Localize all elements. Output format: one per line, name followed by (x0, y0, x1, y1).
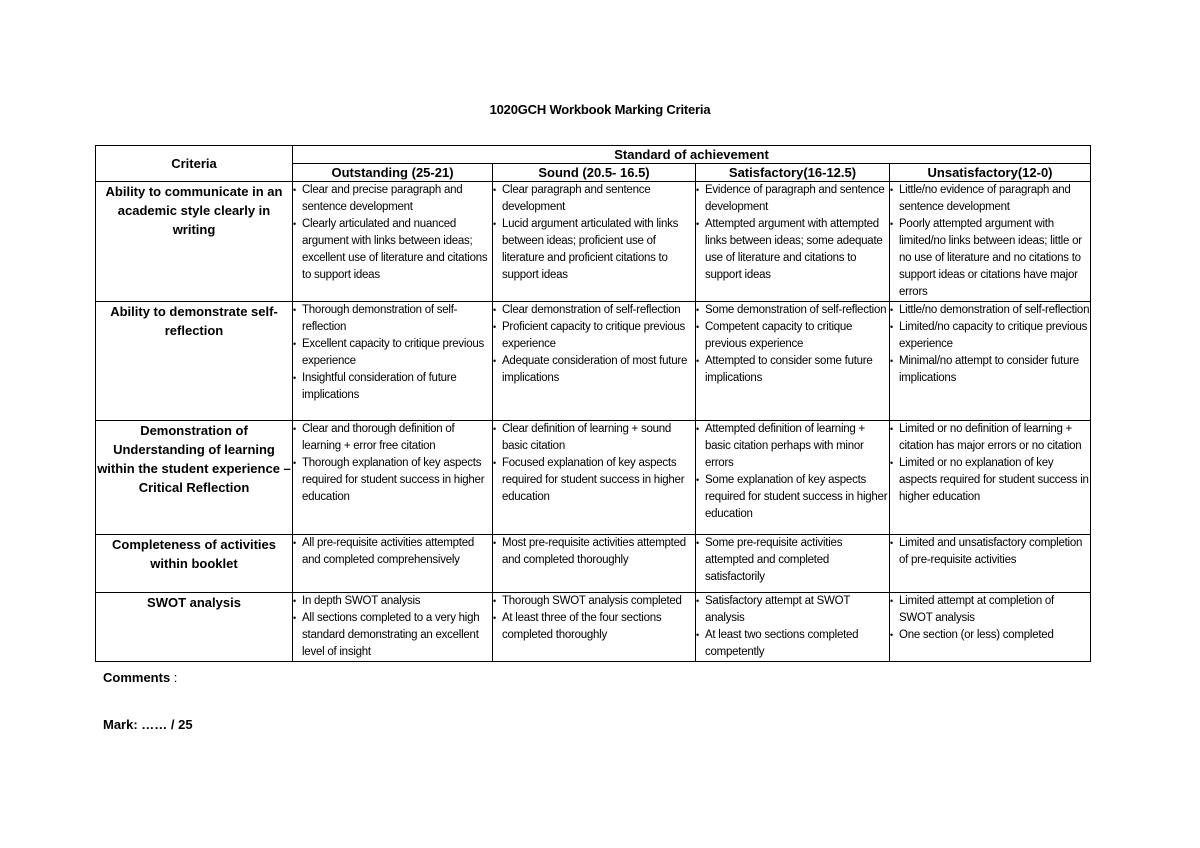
descriptor-item: • All pre-requisite activities attempted and completed comprehensively (293, 535, 492, 569)
level-header-satisfactory: Satisfactory(16-12.5) (696, 164, 890, 182)
descriptor-item: • Clear demonstration of self-reflection (493, 302, 695, 319)
descriptor-item: • Minimal/no attempt to consider future implications (890, 353, 1090, 387)
descriptor-cell-sound (493, 593, 696, 662)
descriptor-list (696, 421, 889, 523)
mark-line: Mark: …… / 25 (103, 717, 193, 732)
descriptor-item: • Attempted argument with attempted links between ideas; some adequate use of literature and citations to support ideas (696, 216, 889, 284)
descriptor-cell-unsatisfactory (890, 302, 1091, 421)
descriptor-item: • Clear and thorough definition of learning + error free citation (293, 421, 492, 455)
descriptor-item: • One section (or less) completed (890, 627, 1090, 644)
descriptor-item: • In depth SWOT analysis (293, 593, 492, 610)
descriptor-list (696, 302, 889, 387)
descriptor-list (493, 182, 695, 284)
descriptor-cell-unsatisfactory (890, 182, 1091, 302)
descriptor-cell-outstanding (293, 302, 493, 421)
criterion-label: Ability to communicate in an academic style clearly in writing (96, 182, 293, 302)
level-header-outstanding: Outstanding (25-21) (293, 164, 493, 182)
rubric-row (96, 593, 1091, 662)
descriptor-list (696, 593, 889, 661)
descriptor-list (293, 593, 492, 661)
descriptor-cell-satisfactory (696, 535, 890, 593)
descriptor-cell-unsatisfactory (890, 593, 1091, 662)
level-header-sound: Sound (20.5- 16.5) (493, 164, 696, 182)
rubric-body (96, 182, 1091, 662)
descriptor-list (493, 421, 695, 506)
descriptor-item: • Excellent capacity to critique previous experience (293, 336, 492, 370)
descriptor-list (890, 421, 1090, 506)
descriptor-list (890, 535, 1090, 569)
descriptor-item: • Insightful consideration of future implications (293, 370, 492, 404)
descriptor-list (890, 302, 1090, 387)
descriptor-item: • Adequate consideration of most future implications (493, 353, 695, 387)
descriptor-list (493, 302, 695, 387)
comments-line (103, 670, 177, 685)
descriptor-item: • Proficient capacity to critique previous experience (493, 319, 695, 353)
descriptor-cell-satisfactory (696, 182, 890, 302)
criteria-header: Criteria (96, 146, 293, 182)
descriptor-list (696, 182, 889, 284)
level-header-unsatisfactory: Unsatisfactory(12-0) (890, 164, 1091, 182)
descriptor-item: • Satisfactory attempt at SWOT analysis (696, 593, 889, 627)
descriptor-list (493, 593, 695, 644)
descriptor-list (293, 302, 492, 404)
descriptor-item: • Focused explanation of key aspects required for student success in higher education (493, 455, 695, 506)
descriptor-cell-outstanding (293, 182, 493, 302)
descriptor-cell-sound (493, 421, 696, 535)
document-title: 1020GCH Workbook Marking Criteria (489, 102, 711, 117)
descriptor-item: • Thorough explanation of key aspects required for student success in higher education (293, 455, 492, 506)
descriptor-list (293, 421, 492, 506)
descriptor-item: • Lucid argument articulated with links between ideas; proficient use of literature and proficient citations to support ideas (493, 216, 695, 284)
descriptor-cell-unsatisfactory (890, 421, 1091, 535)
descriptor-item: • Limited attempt at completion of SWOT analysis (890, 593, 1090, 627)
descriptor-cell-outstanding (293, 535, 493, 593)
comments-colon: : (170, 670, 178, 685)
descriptor-item: • Limited/no capacity to critique previous experience (890, 319, 1090, 353)
descriptor-item: • Evidence of paragraph and sentence development (696, 182, 889, 216)
rubric-row (96, 535, 1091, 593)
criterion-label: SWOT analysis (96, 593, 293, 662)
criterion-label: Ability to demonstrate self-reflection (96, 302, 293, 421)
descriptor-list (890, 182, 1090, 301)
descriptor-item: • Little/no demonstration of self-reflection (890, 302, 1090, 319)
descriptor-list (890, 593, 1090, 644)
descriptor-list (493, 535, 695, 569)
descriptor-item: • Attempted to consider some future implications (696, 353, 889, 387)
descriptor-item: • Poorly attempted argument with limited/no links between ideas; little or no use of literature and no citations to support ideas or citations have major errors (890, 216, 1090, 301)
criterion-label: Completeness of activities within booklet (96, 535, 293, 593)
rubric-row (96, 302, 1091, 421)
criterion-label: Demonstration of Understanding of learning within the student experience – Critical Reflection (96, 421, 293, 535)
descriptor-item: • Clear paragraph and sentence development (493, 182, 695, 216)
descriptor-cell-unsatisfactory (890, 535, 1091, 593)
standard-header: Standard of achievement (293, 146, 1091, 164)
descriptor-list (293, 535, 492, 569)
descriptor-list (696, 535, 889, 586)
descriptor-cell-satisfactory (696, 593, 890, 662)
descriptor-cell-satisfactory (696, 302, 890, 421)
descriptor-item: • Limited or no explanation of key aspects required for student success in higher education (890, 455, 1090, 506)
descriptor-item: • Most pre-requisite activities attempted and completed thoroughly (493, 535, 695, 569)
descriptor-cell-sound (493, 182, 696, 302)
descriptor-cell-outstanding (293, 421, 493, 535)
comments-label: Comments (103, 670, 171, 685)
descriptor-item: • Thorough demonstration of self-reflection (293, 302, 492, 336)
descriptor-item: • Clear definition of learning + sound basic citation (493, 421, 695, 455)
descriptor-item: • At least three of the four sections completed thoroughly (493, 610, 695, 644)
descriptor-cell-sound (493, 535, 696, 593)
descriptor-item: • Attempted definition of learning + basic citation perhaps with minor errors (696, 421, 889, 472)
descriptor-cell-outstanding (293, 593, 493, 662)
descriptor-item: • At least two sections completed competently (696, 627, 889, 661)
rubric-row (96, 421, 1091, 535)
descriptor-item: • Thorough SWOT analysis completed (493, 593, 695, 610)
marking-criteria-table (95, 145, 1091, 662)
descriptor-list (293, 182, 492, 284)
descriptor-item: • Competent capacity to critique previous experience (696, 319, 889, 353)
descriptor-item: • Some pre-requisite activities attempted and completed satisfactorily (696, 535, 889, 586)
descriptor-cell-sound (493, 302, 696, 421)
descriptor-item: • Some demonstration of self-reflection (696, 302, 889, 319)
descriptor-item: • Little/no evidence of paragraph and sentence development (890, 182, 1090, 216)
descriptor-item: • Limited and unsatisfactory completion of pre-requisite activities (890, 535, 1090, 569)
descriptor-item: • All sections completed to a very high standard demonstrating an excellent level of insight (293, 610, 492, 661)
rubric-row (96, 182, 1091, 302)
descriptor-item: • Clear and precise paragraph and sentence development (293, 182, 492, 216)
descriptor-item: • Limited or no definition of learning + citation has major errors or no citation (890, 421, 1090, 455)
descriptor-item: • Clearly articulated and nuanced argument with links between ideas; excellent use of literature and citations to support ideas (293, 216, 492, 284)
descriptor-cell-satisfactory (696, 421, 890, 535)
descriptor-item: • Some explanation of key aspects required for student success in higher education (696, 472, 889, 523)
